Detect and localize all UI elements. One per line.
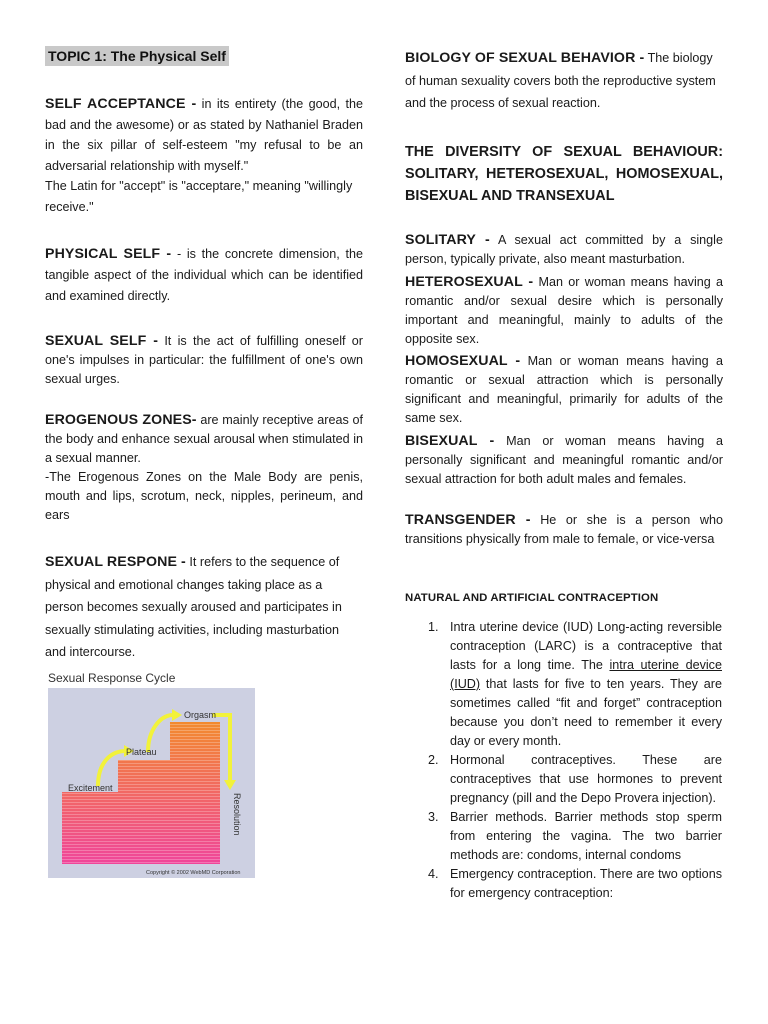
heterosexual-text: Man or woman means having a romantic and/or sexual desire which is personally important and meaningful, mainly to adults of the opposite sex.: [405, 275, 724, 346]
erogenous-text: are mainly receptive areas of the body and enhance sexual arousal when stimulated in a sexual manner.: [45, 413, 363, 465]
stage-excitement: Excitement: [68, 783, 113, 793]
solitary-term: SOLITARY -: [405, 232, 490, 248]
stage-orgasm: Orgasm: [184, 710, 217, 720]
sexual-response-text: It refers to the sequence of physical and emotional changes taking place as a person becomes sexually aroused and participates in sexually stimulating activities, including masturbation and intercourse.: [45, 555, 342, 659]
sexual-self-text: It is the act of fulfilling oneself or one's impulses in particular: the fulfillment of one's own sexual urges.: [45, 334, 363, 386]
topic-title: TOPIC 1: The Physical Self: [45, 46, 229, 66]
figure-title: Sexual Response Cycle: [48, 671, 176, 685]
solitary-text: A sexual act committed by a single person, typically private, also meant masturbation.: [405, 233, 723, 266]
bisexual-term: BISEXUAL -: [405, 433, 495, 449]
diversity-heading: THE DIVERSITY OF SEXUAL BEHAVIOUR: SOLITARY, HETEROSEXUAL, HOMOSEXUAL, BISEXUAL AND TRANSEXUAL: [405, 144, 723, 204]
sexual-response-term: SEXUAL RESPONE -: [45, 554, 186, 570]
transgender-text: He or she is a person who transitions physically from male to female, or vice-versa: [405, 513, 723, 546]
self-acceptance-text: in its entirety (the good, the bad and the awesome) or as stated by Nathaniel Braden in the six pillar of self-esteem "my refusal to be an adversarial relationship with myself.": [45, 97, 363, 173]
solitary-section: [405, 231, 723, 269]
heterosexual-term: HETEROSEXUAL -: [405, 274, 534, 290]
list-item-number: 2.: [428, 753, 439, 767]
heterosexual-section: [405, 273, 723, 349]
biology-text: The biology of human sexuality covers both the reproductive system and the process of sexual reaction.: [405, 51, 716, 110]
physical-self-text: - is the concrete dimension, the tangible aspect of the individual which can be identified and examined directly.: [45, 247, 363, 303]
bisexual-section: [405, 432, 723, 489]
self-acceptance-term: SELF ACCEPTANCE -: [45, 96, 197, 112]
erogenous-section: [45, 411, 363, 525]
biology-term: BIOLOGY OF SEXUAL BEHAVIOR -: [405, 50, 645, 66]
sexual-response-cycle-figure: [46, 671, 256, 881]
list-item-text-end: that lasts for five to ten years. They are sometimes called “fit and forget” contraception because you don’t need to remember it every day or every month.: [450, 677, 722, 748]
list-item: [428, 865, 722, 903]
contraception-list: [428, 618, 722, 903]
sexual-response-section: [45, 551, 357, 664]
list-item-text: Intra uterine device (IUD) Long-acting reversible contraception (LARC) is a contraceptive that lasts for a long time. The: [450, 620, 722, 672]
response-cycle-diagram: [48, 688, 255, 878]
stage-resolution: Resolution: [232, 793, 242, 836]
figure-copyright: Copyright © 2002 WebMD Corporation: [146, 870, 241, 876]
list-item-text: Hormonal contraceptives. These are contraceptives that use hormones to prevent pregnancy (pill and the Depo Provera injection).: [450, 753, 722, 805]
physical-self-term: PHYSICAL SELF -: [45, 246, 172, 262]
figure-canvas: [48, 688, 255, 878]
list-item-number: 3.: [428, 810, 439, 824]
contraception-heading: NATURAL AND ARTIFICIAL CONTRACEPTION: [405, 592, 659, 604]
list-item: [428, 808, 722, 865]
iud-link[interactable]: intra uterine device (IUD): [450, 658, 722, 691]
homosexual-term: HOMOSEXUAL -: [405, 353, 521, 369]
biology-section: [405, 47, 723, 115]
physical-self-section: [45, 244, 363, 307]
list-item-text: Barrier methods. Barrier methods stop sperm from entering the vagina. The two barrier methods are: condoms, internal condoms: [450, 810, 722, 862]
erogenous-term: EROGENOUS ZONES-: [45, 412, 197, 428]
list-item-text: Emergency contraception. There are two options for emergency contraception:: [450, 867, 722, 900]
erogenous-male-zones: -The Erogenous Zones on the Male Body are penis, mouth and lips, scrotum, neck, nipples, perineum, and ears: [45, 470, 363, 522]
homosexual-section: [405, 352, 723, 428]
bisexual-text: Man or woman means having a personally significant and meaningful romantic and/or sexual attraction for both adult males and females.: [405, 434, 723, 486]
list-item-number: 1.: [428, 620, 439, 634]
sexual-self-section: [45, 332, 363, 389]
homosexual-text: Man or woman means having a romantic or sexual attraction which is personally significant and meaningful, primarily for adults of the same sex.: [405, 354, 724, 425]
stage-plateau: Plateau: [126, 747, 157, 757]
self-acceptance-section: [45, 94, 363, 217]
list-item: [428, 751, 722, 808]
list-item: [428, 618, 722, 751]
list-item-number: 4.: [428, 867, 439, 881]
transgender-term: TRANSGENDER -: [405, 512, 531, 528]
sexual-self-term: SEXUAL SELF -: [45, 333, 159, 349]
transgender-section: [405, 511, 723, 549]
self-acceptance-latin: The Latin for "accept" is "acceptare," meaning "willingly receive.": [45, 179, 353, 214]
